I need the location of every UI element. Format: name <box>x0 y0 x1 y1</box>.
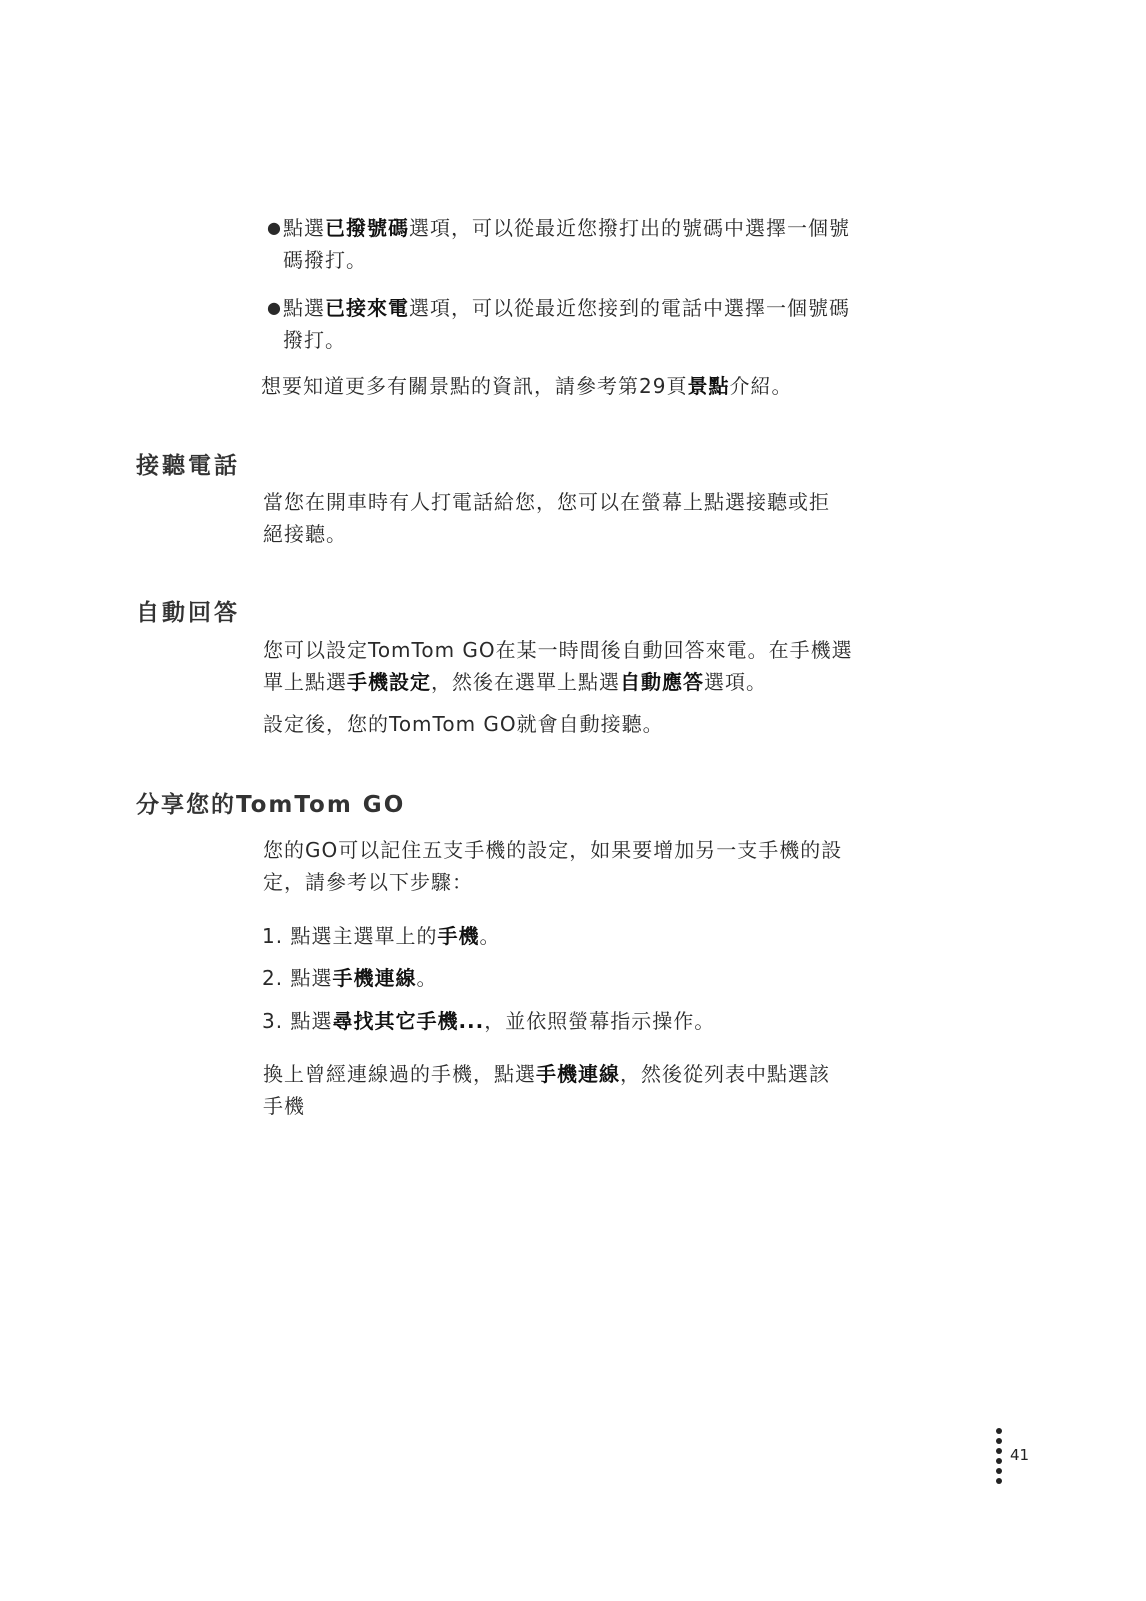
note-text: 介紹。 <box>729 374 793 398</box>
section-heading-answer-call: 接聽電話 <box>136 453 240 479</box>
step-text: 點選 <box>290 1009 333 1033</box>
page-number: 41 <box>1010 1446 1030 1464</box>
paragraph-line: 定，請參考以下步驟： <box>263 870 473 894</box>
bullet-marker: ● <box>267 298 282 317</box>
step-number: 1. <box>262 924 284 948</box>
step-bold-term: 手機 <box>437 924 480 948</box>
bullet-text: 點選 <box>283 296 325 320</box>
share-paragraph <box>263 834 903 898</box>
bullet-bold-term: 已撥號碼 <box>325 216 409 240</box>
paragraph-text: 單上點選 <box>263 670 347 694</box>
bullet-line-continued: 碼撥打。 <box>283 248 367 272</box>
bullet-text: 點選 <box>283 216 325 240</box>
bullet-text: 選項，可以從最近您撥打出的號碼中選擇一個號 <box>409 216 850 240</box>
auto-answer-paragraph-2: 設定後，您的TomTom GO就會自動接聽。 <box>263 712 664 736</box>
note-bold-term: 景點 <box>687 374 730 398</box>
auto-answer-paragraph <box>263 634 903 698</box>
step-item-1 <box>262 920 500 952</box>
bullet-item-received-calls <box>267 292 903 356</box>
step-item-3 <box>262 1005 715 1037</box>
paragraph-line: 絕接聽。 <box>263 522 347 546</box>
section-heading-auto-answer: 自動回答 <box>136 600 240 626</box>
step-bold-term: 手機連線 <box>332 966 417 990</box>
paragraph-line <box>263 1058 903 1090</box>
page-dots-ornament <box>996 1428 1004 1488</box>
step-bold-term: 尋找其它手機... <box>332 1009 485 1033</box>
step-text: ，並依照螢幕指示操作。 <box>484 1009 716 1033</box>
closing-paragraph <box>263 1058 903 1122</box>
bullet-marker: ● <box>267 218 282 237</box>
note-text: 想要知道更多有關景點的資訊，請參考第29頁 <box>261 374 688 398</box>
bullet-bold-term: 已接來電 <box>325 296 409 320</box>
paragraph-line: 手機 <box>263 1094 305 1118</box>
step-text: 點選主選單上的 <box>290 924 438 948</box>
paragraph-line: 您可以設定TomTom GO在某一時間後自動回答來電。在手機選 <box>263 638 853 662</box>
bold-term-phone-connection: 手機連線 <box>536 1062 620 1086</box>
step-text: 。 <box>479 924 501 948</box>
step-text: 。 <box>416 966 438 990</box>
paragraph-text: 選項。 <box>704 670 767 694</box>
bullet-line <box>283 212 903 244</box>
step-number: 2. <box>262 966 284 990</box>
bold-term-auto-answer: 自動應答 <box>620 670 704 694</box>
paragraph-line: 您的GO可以記住五支手機的設定，如果要增加另一支手機的設 <box>263 838 843 862</box>
step-text: 點選 <box>290 966 333 990</box>
step-item-2 <box>262 962 437 994</box>
section-heading-share-tomtom: 分享您的TomTom GO <box>136 792 406 818</box>
bullet-line-continued: 撥打。 <box>283 328 346 352</box>
paragraph-text: ，然後從列表中點選該 <box>620 1062 830 1086</box>
paragraph-text: 換上曾經連線過的手機，點選 <box>263 1062 536 1086</box>
paragraph-line <box>263 666 903 698</box>
paragraph-text: ，然後在選單上點選 <box>431 670 620 694</box>
bullet-item-dialed-numbers <box>267 212 903 276</box>
bullet-text: 選項，可以從最近您接到的電話中選擇一個號碼 <box>409 296 850 320</box>
answer-call-paragraph <box>263 486 903 550</box>
bullet-line <box>283 292 903 324</box>
step-number: 3. <box>262 1009 284 1033</box>
paragraph-line: 當您在開車時有人打電話給您，您可以在螢幕上點選接聽或拒 <box>263 490 830 514</box>
poi-reference-note <box>261 370 901 402</box>
bold-term-phone-settings: 手機設定 <box>347 670 431 694</box>
